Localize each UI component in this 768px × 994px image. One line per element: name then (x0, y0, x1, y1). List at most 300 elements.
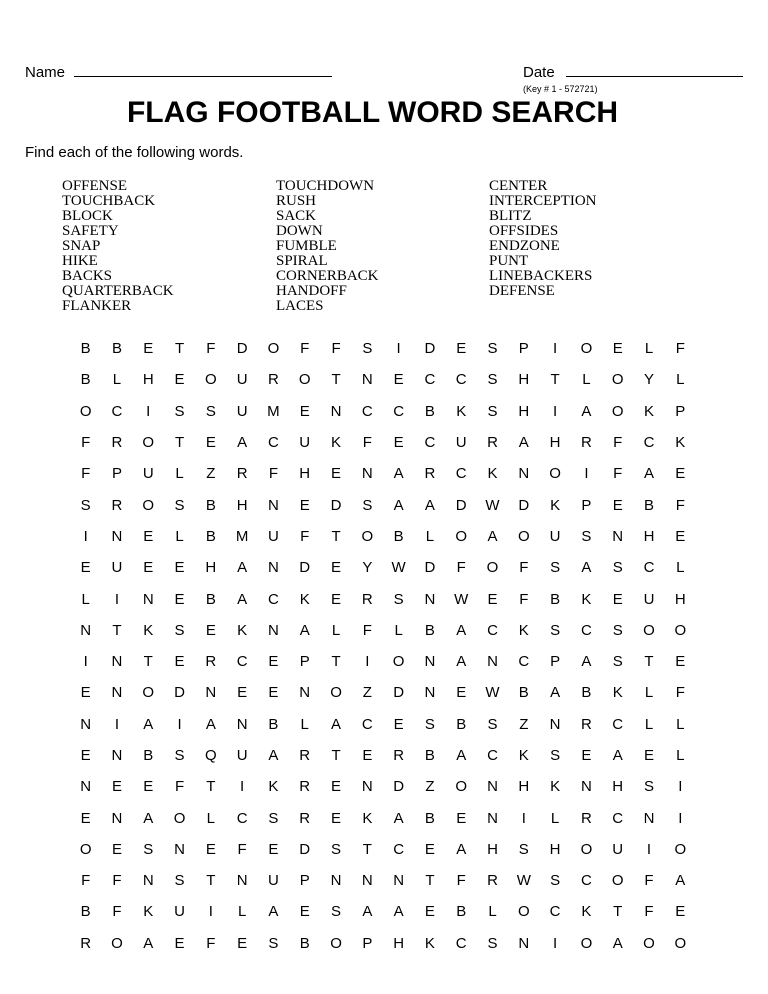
grid-letter[interactable]: H (487, 840, 498, 858)
grid-letter[interactable]: E (612, 590, 623, 608)
grid-letter[interactable]: B (111, 340, 122, 358)
grid-letter[interactable]: I (240, 778, 245, 796)
grid-letter[interactable]: H (518, 402, 530, 420)
grid-letter[interactable]: R (80, 934, 92, 952)
grid-letter[interactable]: R (580, 809, 592, 827)
grid-letter[interactable]: B (424, 809, 435, 827)
grid-letter[interactable]: A (393, 465, 404, 483)
grid-letter[interactable]: N (518, 465, 530, 483)
grid-letter[interactable]: O (611, 402, 624, 420)
grid-letter[interactable]: M (235, 527, 249, 545)
grid-letter[interactable]: S (612, 653, 623, 671)
grid-letter[interactable]: L (550, 809, 560, 827)
grid-letter[interactable]: C (361, 715, 373, 733)
grid-letter[interactable]: K (424, 934, 435, 952)
grid-letter[interactable]: I (177, 715, 182, 733)
grid-letter[interactable]: E (331, 590, 342, 608)
grid-letter[interactable]: O (580, 840, 593, 858)
grid-letter[interactable]: S (550, 559, 561, 577)
grid-letter[interactable]: F (456, 872, 466, 890)
grid-letter[interactable]: D (299, 559, 311, 577)
grid-letter[interactable]: Z (519, 715, 529, 733)
grid-letter[interactable]: E (675, 527, 686, 545)
grid-letter[interactable]: M (267, 402, 280, 420)
grid-letter[interactable]: N (424, 590, 436, 608)
grid-letter[interactable]: K (550, 778, 561, 796)
grid-letter[interactable]: S (487, 934, 498, 952)
grid-letter[interactable]: C (393, 402, 405, 420)
grid-letter[interactable]: E (174, 559, 185, 577)
grid-letter[interactable]: A (612, 747, 623, 764)
grid-letter[interactable]: S (174, 621, 185, 639)
grid-letter[interactable]: E (393, 715, 404, 733)
grid-letter[interactable]: B (80, 903, 91, 921)
grid-letter[interactable]: O (330, 934, 342, 952)
grid-letter[interactable]: Z (362, 684, 372, 702)
grid-letter[interactable]: D (455, 496, 467, 514)
grid-letter[interactable]: E (456, 340, 467, 358)
grid-letter[interactable]: E (80, 809, 91, 827)
grid-letter[interactable]: B (143, 747, 154, 764)
grid-letter[interactable]: F (206, 934, 216, 952)
grid-letter[interactable]: A (237, 434, 248, 452)
grid-letter[interactable]: O (643, 621, 655, 639)
grid-letter[interactable]: K (581, 590, 592, 608)
grid-letter[interactable]: E (80, 747, 91, 764)
grid-letter[interactable]: S (174, 402, 185, 420)
grid-letter[interactable]: I (678, 778, 683, 796)
grid-letter[interactable]: F (644, 872, 654, 890)
grid-letter[interactable]: C (455, 934, 467, 952)
grid-letter[interactable]: A (550, 684, 561, 702)
grid-letter[interactable]: N (111, 684, 123, 702)
grid-letter[interactable]: L (206, 809, 215, 827)
grid-letter[interactable]: N (236, 872, 248, 890)
name-line[interactable] (74, 76, 332, 77)
grid-letter[interactable]: R (268, 371, 279, 389)
grid-letter[interactable]: A (581, 559, 592, 577)
grid-letter[interactable]: L (644, 684, 654, 702)
grid-letter[interactable]: L (676, 747, 685, 764)
grid-letter[interactable]: B (456, 715, 467, 733)
grid-letter[interactable]: K (456, 402, 467, 420)
grid-letter[interactable]: K (675, 434, 686, 452)
grid-letter[interactable]: E (205, 840, 216, 858)
grid-letter[interactable]: R (580, 434, 592, 452)
grid-letter[interactable]: N (299, 684, 311, 702)
grid-letter[interactable]: A (456, 747, 467, 764)
grid-letter[interactable]: Y (643, 371, 654, 389)
grid-letter[interactable]: L (676, 559, 685, 577)
grid-letter[interactable]: T (331, 371, 341, 389)
grid-letter[interactable]: C (236, 653, 248, 671)
grid-letter[interactable]: O (455, 778, 468, 796)
grid-letter[interactable]: N (330, 872, 342, 890)
grid-letter[interactable]: S (362, 496, 373, 514)
grid-letter[interactable]: S (393, 590, 404, 608)
grid-letter[interactable]: T (550, 371, 560, 389)
grid-letter[interactable]: F (613, 465, 623, 483)
grid-letter[interactable]: I (114, 715, 120, 733)
grid-letter[interactable]: R (111, 434, 123, 452)
grid-letter[interactable]: F (112, 903, 122, 921)
grid-letter[interactable]: O (330, 684, 342, 702)
grid-letter[interactable]: E (362, 747, 373, 764)
grid-letter[interactable]: S (174, 496, 185, 514)
grid-letter[interactable]: E (268, 684, 279, 702)
grid-letter[interactable]: C (111, 402, 123, 420)
grid-letter[interactable]: C (268, 590, 279, 608)
grid-letter[interactable]: D (330, 496, 342, 514)
grid-letter[interactable]: K (299, 590, 310, 608)
grid-letter[interactable]: E (111, 840, 122, 858)
grid-letter[interactable]: A (143, 715, 154, 733)
grid-letter[interactable]: W (454, 590, 469, 608)
grid-letter[interactable]: O (79, 840, 92, 858)
grid-letter[interactable]: A (237, 559, 248, 577)
grid-letter[interactable]: T (206, 778, 216, 796)
grid-letter[interactable]: F (81, 872, 91, 890)
grid-letter[interactable]: S (268, 809, 279, 827)
grid-letter[interactable]: B (299, 934, 310, 952)
grid-letter[interactable]: E (393, 371, 404, 389)
grid-letter[interactable]: B (424, 747, 435, 764)
grid-letter[interactable]: E (80, 684, 91, 702)
grid-letter[interactable]: C (455, 465, 467, 483)
grid-letter[interactable]: A (362, 903, 373, 921)
grid-letter[interactable]: B (393, 527, 404, 545)
grid-letter[interactable]: O (455, 527, 468, 545)
grid-letter[interactable]: H (299, 465, 311, 483)
grid-letter[interactable]: C (393, 840, 405, 858)
grid-letter[interactable]: L (112, 371, 122, 389)
grid-letter[interactable]: B (80, 371, 91, 389)
grid-letter[interactable]: H (205, 559, 217, 577)
grid-letter[interactable]: D (424, 340, 436, 358)
grid-letter[interactable]: A (237, 590, 248, 608)
grid-letter[interactable]: E (268, 840, 279, 858)
grid-letter[interactable]: K (518, 747, 529, 764)
grid-letter[interactable]: T (143, 653, 153, 671)
grid-letter[interactable]: F (613, 434, 623, 452)
grid-letter[interactable]: U (268, 527, 279, 545)
grid-letter[interactable]: C (236, 809, 248, 827)
grid-letter[interactable]: N (80, 715, 92, 733)
grid-letter[interactable]: N (330, 402, 342, 420)
grid-letter[interactable]: N (111, 809, 123, 827)
grid-letter[interactable]: A (581, 402, 592, 420)
grid-letter[interactable]: F (237, 840, 247, 858)
grid-letter[interactable]: L (394, 621, 403, 639)
grid-letter[interactable]: K (643, 402, 654, 420)
grid-letter[interactable]: H (674, 590, 686, 608)
grid-letter[interactable]: R (236, 465, 248, 483)
grid-letter[interactable]: E (237, 934, 248, 952)
grid-letter[interactable]: F (206, 340, 216, 358)
grid-letter[interactable]: N (487, 778, 498, 796)
grid-letter[interactable]: O (674, 840, 687, 858)
grid-letter[interactable]: E (174, 371, 185, 389)
grid-letter[interactable]: T (331, 653, 341, 671)
grid-letter[interactable]: R (111, 496, 123, 514)
grid-letter[interactable]: C (612, 809, 624, 827)
grid-letter[interactable]: E (237, 684, 248, 702)
grid-letter[interactable]: N (111, 747, 123, 764)
grid-letter[interactable]: P (550, 653, 561, 671)
grid-letter[interactable]: O (142, 684, 155, 702)
grid-letter[interactable]: N (142, 872, 154, 890)
grid-letter[interactable]: L (676, 371, 685, 389)
grid-letter[interactable]: H (549, 840, 561, 858)
grid-letter[interactable]: T (174, 340, 185, 358)
grid-letter[interactable]: O (486, 559, 499, 577)
grid-letter[interactable]: R (487, 434, 498, 452)
grid-letter[interactable]: F (456, 559, 466, 577)
grid-letter[interactable]: A (299, 621, 310, 639)
grid-letter[interactable]: I (553, 402, 558, 420)
grid-letter[interactable]: C (643, 559, 655, 577)
grid-letter[interactable]: B (550, 590, 561, 608)
grid-letter[interactable]: O (111, 934, 123, 952)
grid-letter[interactable]: O (142, 434, 155, 452)
grid-letter[interactable]: R (580, 715, 592, 733)
grid-letter[interactable]: K (268, 778, 279, 796)
grid-letter[interactable]: I (83, 653, 88, 671)
grid-letter[interactable]: F (112, 872, 122, 890)
grid-letter[interactable]: E (612, 496, 623, 514)
grid-letter[interactable]: P (581, 496, 592, 514)
grid-letter[interactable]: D (299, 840, 311, 858)
grid-letter[interactable]: E (331, 465, 342, 483)
grid-letter[interactable]: B (205, 590, 216, 608)
grid-letter[interactable]: S (174, 872, 185, 890)
grid-letter[interactable]: N (111, 527, 123, 545)
grid-letter[interactable]: L (300, 715, 309, 733)
grid-letter[interactable]: N (205, 684, 217, 702)
grid-letter[interactable]: L (582, 371, 591, 389)
grid-letter[interactable]: B (80, 340, 91, 358)
grid-letter[interactable]: F (81, 434, 91, 452)
grid-letter[interactable]: S (550, 747, 561, 764)
grid-letter[interactable]: S (487, 402, 498, 420)
grid-letter[interactable]: N (80, 778, 92, 796)
grid-letter[interactable]: S (550, 872, 561, 890)
grid-letter[interactable]: D (424, 559, 436, 577)
grid-letter[interactable]: N (549, 715, 561, 733)
grid-letter[interactable]: O (517, 903, 530, 921)
grid-letter[interactable]: K (331, 434, 342, 452)
grid-letter[interactable]: T (362, 840, 372, 858)
grid-letter[interactable]: A (456, 840, 467, 858)
grid-letter[interactable]: R (361, 590, 373, 608)
grid-letter[interactable]: S (612, 559, 623, 577)
grid-letter[interactable]: E (424, 903, 435, 921)
grid-letter[interactable]: F (300, 527, 310, 545)
grid-letter[interactable]: C (518, 653, 530, 671)
grid-letter[interactable]: O (549, 465, 561, 483)
grid-letter[interactable]: B (424, 621, 435, 639)
grid-letter[interactable]: E (111, 778, 122, 796)
grid-letter[interactable]: I (646, 840, 652, 858)
grid-letter[interactable]: R (299, 778, 311, 796)
grid-letter[interactable]: O (674, 621, 687, 639)
grid-letter[interactable]: L (425, 527, 435, 545)
grid-letter[interactable]: U (236, 371, 248, 389)
grid-letter[interactable]: D (393, 778, 405, 796)
grid-letter[interactable]: A (143, 809, 154, 827)
grid-letter[interactable]: P (111, 465, 122, 483)
grid-letter[interactable]: C (643, 434, 655, 452)
grid-letter[interactable]: Z (206, 465, 216, 483)
grid-letter[interactable]: E (80, 559, 91, 577)
grid-letter[interactable]: I (365, 653, 370, 671)
grid-letter[interactable]: W (516, 872, 531, 890)
grid-letter[interactable]: L (175, 527, 184, 545)
grid-letter[interactable]: F (331, 340, 341, 358)
grid-letter[interactable]: C (361, 402, 373, 420)
grid-letter[interactable]: E (581, 747, 592, 764)
grid-letter[interactable]: E (174, 934, 185, 952)
grid-letter[interactable]: Y (362, 559, 373, 577)
grid-letter[interactable]: N (487, 653, 498, 671)
grid-letter[interactable]: F (675, 496, 685, 514)
grid-letter[interactable]: N (80, 621, 92, 639)
grid-letter[interactable]: E (143, 340, 154, 358)
grid-letter[interactable]: U (299, 434, 311, 452)
grid-letter[interactable]: K (143, 903, 154, 921)
grid-letter[interactable]: K (362, 809, 373, 827)
grid-letter[interactable]: S (487, 340, 498, 358)
grid-letter[interactable]: N (393, 872, 405, 890)
grid-letter[interactable]: O (298, 371, 311, 389)
grid-letter[interactable]: E (424, 840, 435, 858)
grid-letter[interactable]: O (392, 653, 405, 671)
grid-letter[interactable]: E (612, 340, 623, 358)
grid-letter[interactable]: L (175, 465, 184, 483)
grid-letter[interactable]: N (361, 371, 373, 389)
grid-letter[interactable]: E (487, 590, 498, 608)
grid-letter[interactable]: H (518, 371, 530, 389)
grid-letter[interactable]: N (424, 653, 436, 671)
grid-letter[interactable]: S (362, 340, 373, 358)
grid-letter[interactable]: H (643, 527, 655, 545)
grid-letter[interactable]: P (299, 653, 310, 671)
grid-letter[interactable]: R (487, 872, 498, 890)
grid-letter[interactable]: U (612, 840, 624, 858)
grid-letter[interactable]: H (393, 934, 405, 952)
grid-letter[interactable]: A (393, 496, 404, 514)
grid-letter[interactable]: D (518, 496, 530, 514)
grid-letter[interactable]: B (424, 402, 435, 420)
grid-letter[interactable]: U (174, 903, 185, 921)
grid-letter[interactable]: S (487, 715, 498, 733)
grid-letter[interactable]: T (613, 903, 623, 921)
grid-letter[interactable]: N (111, 653, 123, 671)
grid-letter[interactable]: S (143, 840, 154, 858)
grid-letter[interactable]: I (396, 340, 401, 358)
grid-letter[interactable]: U (111, 559, 123, 577)
grid-letter[interactable]: R (424, 465, 436, 483)
grid-letter[interactable]: E (143, 559, 154, 577)
grid-letter[interactable]: B (456, 903, 467, 921)
grid-letter[interactable]: T (644, 653, 654, 671)
grid-letter[interactable]: E (675, 903, 686, 921)
grid-letter[interactable]: T (331, 747, 341, 764)
grid-letter[interactable]: F (519, 590, 529, 608)
grid-letter[interactable]: E (299, 903, 310, 921)
grid-letter[interactable]: S (268, 934, 279, 952)
grid-letter[interactable]: R (299, 747, 311, 764)
grid-letter[interactable]: A (393, 809, 404, 827)
grid-letter[interactable]: U (268, 872, 279, 890)
grid-letter[interactable]: O (173, 809, 186, 827)
grid-letter[interactable]: N (268, 559, 279, 577)
grid-letter[interactable]: N (268, 496, 279, 514)
grid-letter[interactable]: C (487, 621, 498, 639)
grid-letter[interactable]: S (487, 371, 498, 389)
grid-letter[interactable]: K (550, 496, 561, 514)
grid-letter[interactable]: O (517, 527, 530, 545)
grid-letter[interactable]: E (205, 621, 216, 639)
grid-letter[interactable]: I (521, 809, 526, 827)
grid-letter[interactable]: A (424, 496, 435, 514)
grid-letter[interactable]: N (361, 778, 373, 796)
grid-letter[interactable]: N (518, 934, 530, 952)
grid-letter[interactable]: O (205, 371, 217, 389)
grid-letter[interactable]: E (174, 653, 185, 671)
grid-letter[interactable]: C (549, 903, 561, 921)
grid-letter[interactable]: L (81, 590, 90, 608)
grid-letter[interactable]: U (236, 747, 248, 764)
grid-letter[interactable]: A (675, 872, 686, 890)
grid-letter[interactable]: K (581, 903, 592, 921)
grid-letter[interactable]: L (488, 903, 497, 921)
grid-letter[interactable]: S (550, 621, 561, 639)
grid-letter[interactable]: A (581, 653, 592, 671)
grid-letter[interactable]: R (205, 653, 217, 671)
grid-letter[interactable]: F (362, 621, 372, 639)
grid-letter[interactable]: A (456, 621, 467, 639)
grid-letter[interactable]: N (361, 872, 373, 890)
grid-letter[interactable]: L (644, 715, 654, 733)
grid-letter[interactable]: B (643, 496, 654, 514)
grid-letter[interactable]: A (393, 903, 404, 921)
grid-letter[interactable]: N (580, 778, 592, 796)
grid-letter[interactable]: R (393, 747, 405, 764)
grid-letter[interactable]: Z (425, 778, 435, 796)
grid-letter[interactable]: L (237, 903, 247, 921)
grid-letter[interactable]: N (487, 809, 498, 827)
grid-letter[interactable]: E (268, 653, 279, 671)
grid-letter[interactable]: E (456, 684, 467, 702)
grid-letter[interactable]: L (331, 621, 341, 639)
grid-letter[interactable]: S (581, 527, 592, 545)
grid-letter[interactable]: B (518, 684, 529, 702)
grid-letter[interactable]: N (361, 465, 373, 483)
grid-letter[interactable]: E (331, 778, 342, 796)
grid-letter[interactable]: K (237, 621, 248, 639)
grid-letter[interactable]: P (675, 402, 686, 420)
grid-letter[interactable]: N (236, 715, 248, 733)
grid-letter[interactable]: C (580, 872, 592, 890)
grid-letter[interactable]: E (393, 434, 404, 452)
grid-letter[interactable]: O (142, 496, 155, 514)
grid-letter[interactable]: E (675, 465, 686, 483)
grid-letter[interactable]: E (143, 527, 154, 545)
grid-letter[interactable]: N (142, 590, 154, 608)
grid-letter[interactable]: F (675, 340, 685, 358)
grid-letter[interactable]: E (331, 809, 342, 827)
